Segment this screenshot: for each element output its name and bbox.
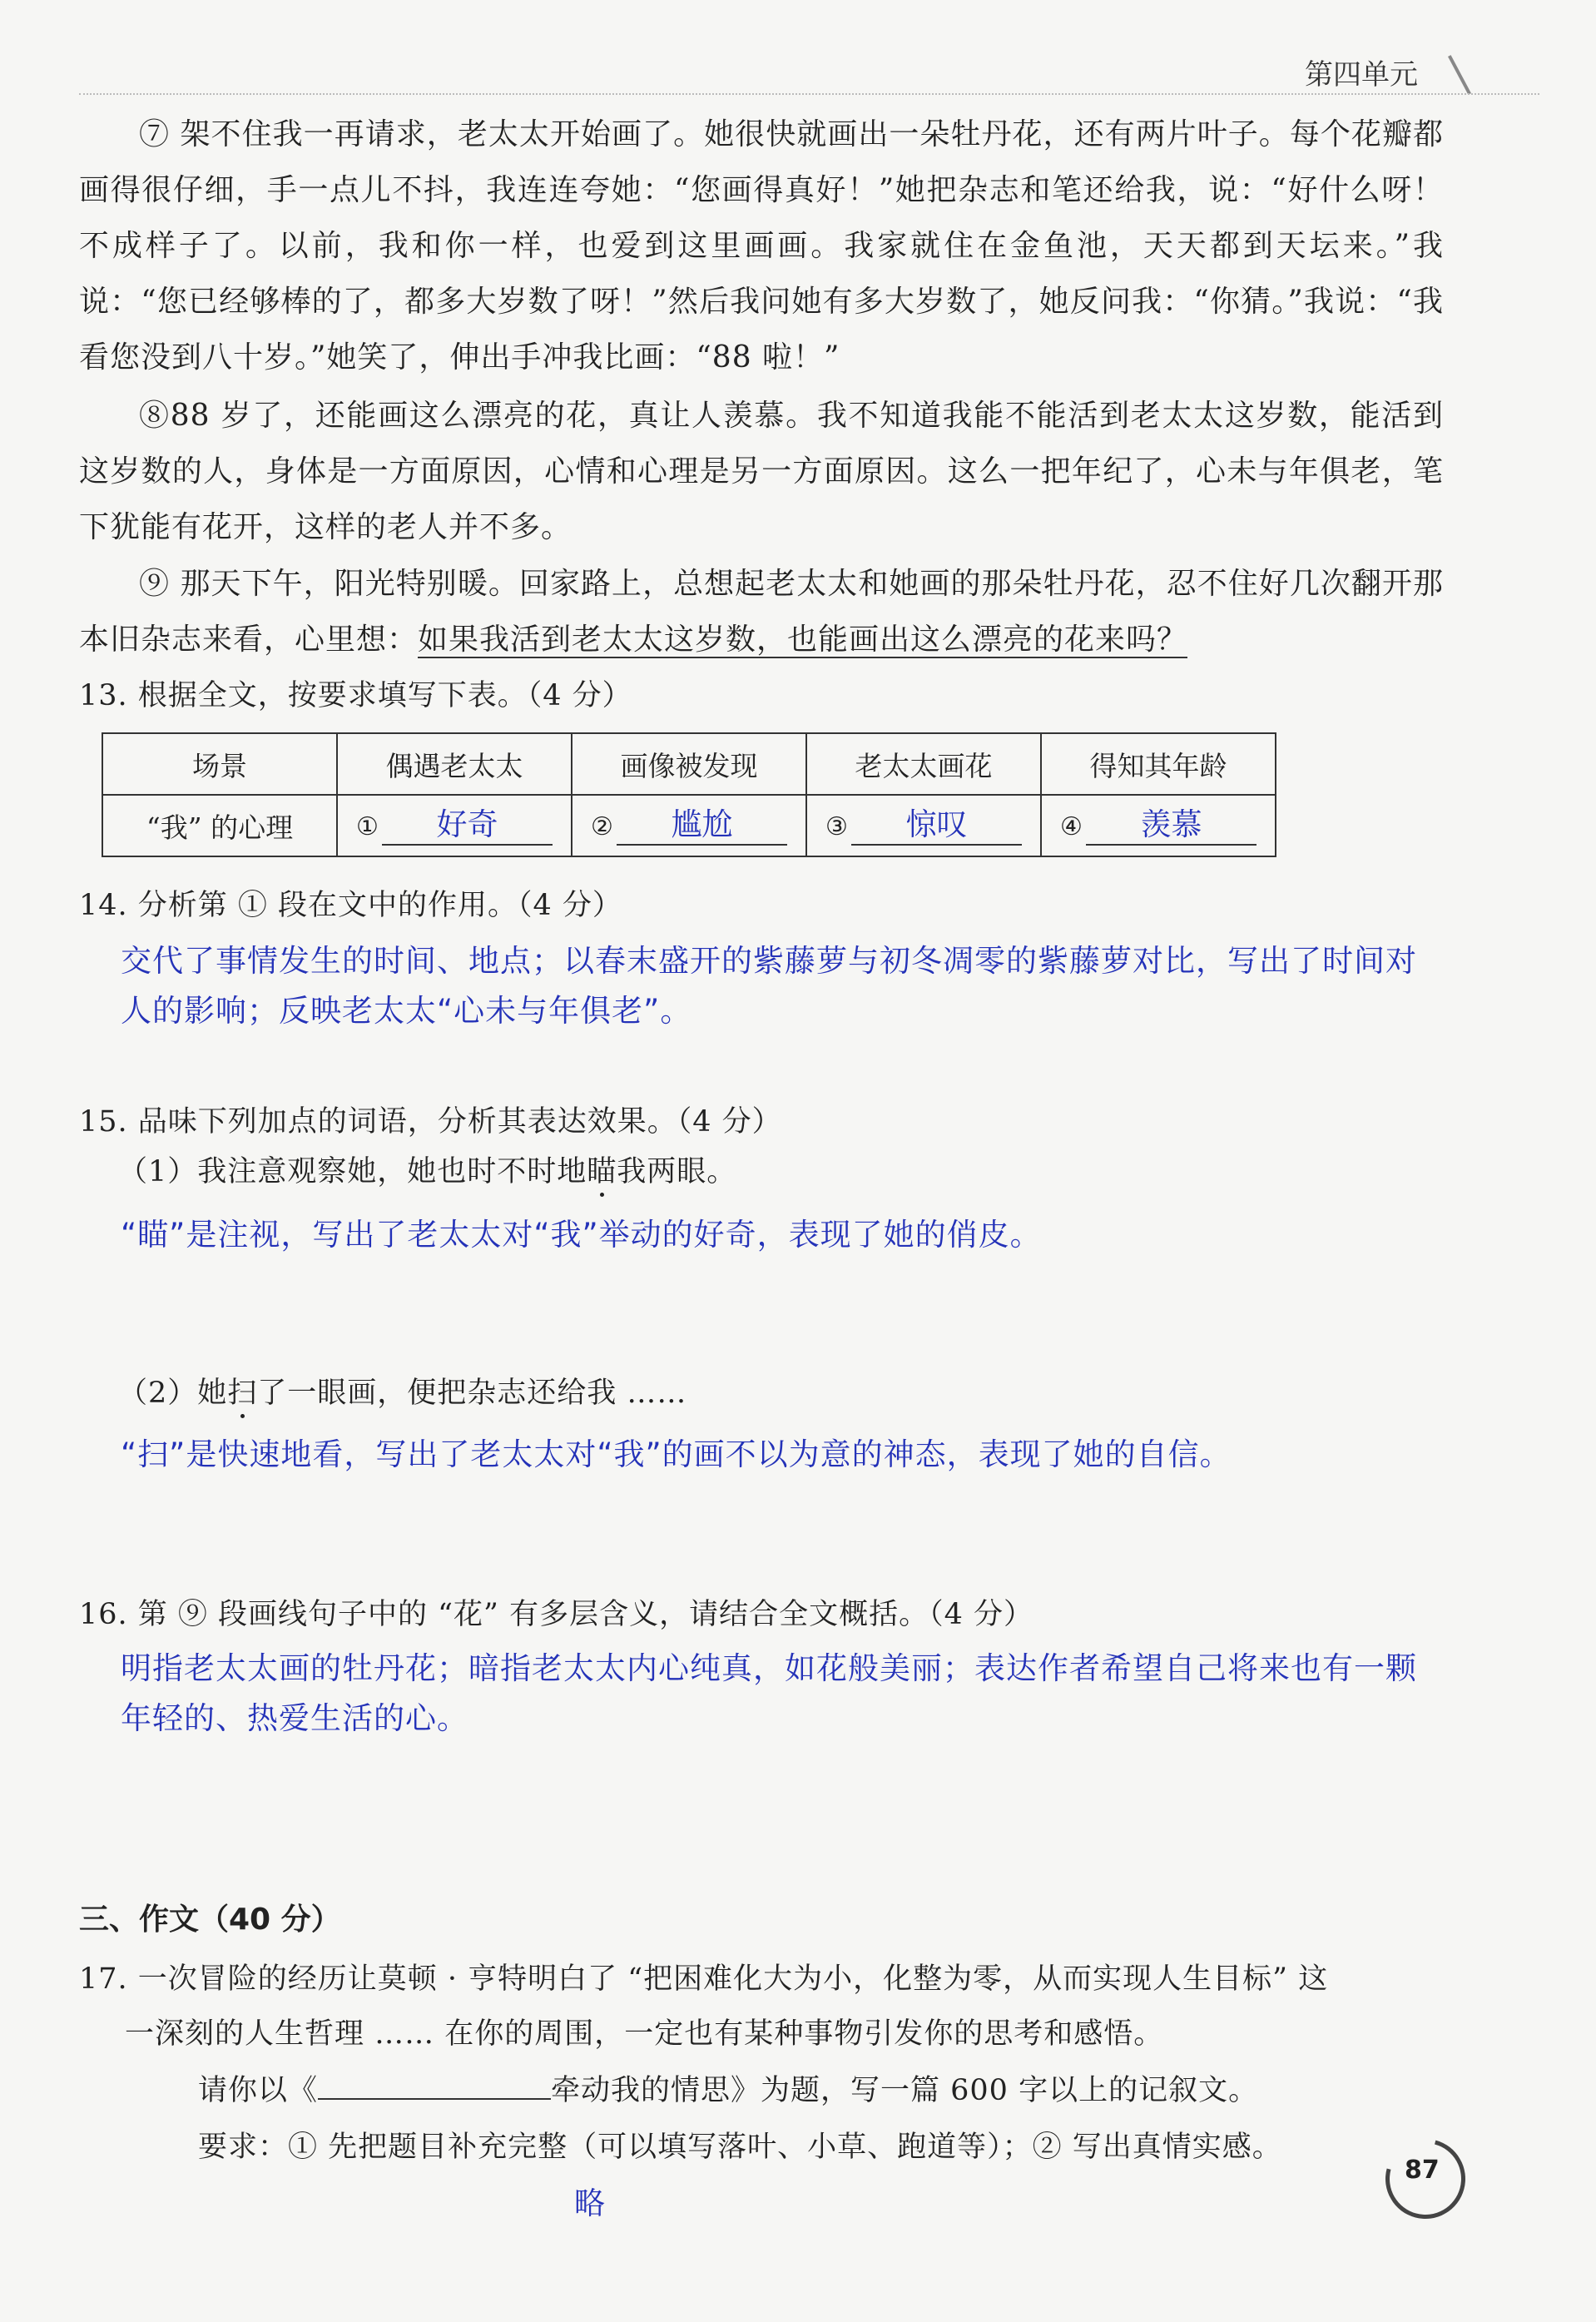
underlined-sentence: 如果我活到老太太这岁数，也能画出这么漂亮的花来吗？ [418, 623, 1188, 657]
sentence-text: （1）我注意观察她，她也时不时地 [118, 1155, 587, 1188]
sentence-text: 我两眼。 [617, 1155, 737, 1188]
question-15-prompt: 15. 品味下列加点的词语，分析其表达效果。（4 分） [79, 1105, 782, 1139]
section-3-title: 三、作文（40 分） [79, 1903, 341, 1937]
table-row-label: “我” 的心理 [102, 795, 337, 856]
question-16-prompt: 16. 第 ⑨ 段画线句子中的 “花” 有多层含义，请结合全文概括。（4 分） [79, 1598, 1033, 1631]
page-number: 87 [1405, 2156, 1440, 2185]
essay-requirements: 要求：① 先把题目补充完整（可以填写落叶、小草、跑道等）；② 写出真情实感。 [198, 2131, 1282, 2164]
table-row-label: 场景 [102, 733, 337, 795]
sentence-text: （2）她 [118, 1377, 228, 1410]
header-divider [79, 93, 1539, 95]
question-14-answer: 交代了事情发生的时间、地点；以春末盛开的紫藤萝与初冬凋零的紫藤萝对比，写出了时间对人的影响；反映老太太“心未与年俱老”。 [121, 943, 1417, 1029]
unit-header: 第四单元 [1305, 58, 1418, 92]
passage-paragraph-9 [79, 556, 1444, 667]
passage-paragraph-8: ⑧88 岁了，还能画这么漂亮的花，真让人羡慕。我不知道我能不能活到老太太这岁数，能活到这岁数的人，身体是一方面原因，心情和心理是另一方面原因。这么一把年纪了，心未与年俱老，笔下犹能有花开，这样的老人并不多。 [79, 399, 1444, 544]
answer-blank: 尴尬 [617, 806, 787, 846]
header-decoration [1448, 55, 1471, 95]
dotted-word: 扫 [227, 1370, 257, 1412]
question-15-sentence-1 [118, 1149, 736, 1190]
essay-instruction [198, 2067, 1258, 2109]
scene-cell: 画像被发现 [572, 733, 806, 795]
question-14-prompt: 14. 分析第 ① 段在文中的作用。（4 分） [79, 889, 622, 922]
table-row [102, 795, 1276, 856]
question-13-prompt: 13. 根据全文，按要求填写下表。（4 分） [79, 679, 632, 712]
question-16-answer: 明指老太太画的牡丹花；暗指老太太内心纯真，如花般美丽；表达作者希望自己将来也有一颗年轻的、热爱生活的心。 [121, 1650, 1417, 1736]
answer-number: ④ [1060, 812, 1083, 841]
answer-number: ② [591, 812, 613, 841]
question-15-answer-1: “瞄”是注视，写出了老太太对“我”举动的好奇，表现了她的俏皮。 [121, 1217, 1042, 1253]
answer-number: ① [356, 812, 379, 841]
answer-cell [337, 795, 572, 856]
question-15-sentence-2 [118, 1370, 686, 1412]
title-blank [318, 2070, 551, 2100]
answer-blank: 惊叹 [851, 806, 1022, 846]
paragraph-9-lead: ⑨ 那天下午，阳光特别暖。回家路上，总想起老太太和她画的那朵牡丹花，忍不住好几次翻开那本旧杂志来看，心里想： [79, 567, 1444, 657]
instruction-text: 牵动我的情思》为题，写一篇 600 字以上的记叙文。 [551, 2074, 1259, 2107]
answer-number: ③ [825, 812, 848, 841]
psychology-table [102, 732, 1276, 857]
question-17-line-1: 17. 一次冒险的经历让莫顿 · 亨特明白了 “把困难化大为小，化整为零，从而实现人生目标” 这 [79, 1962, 1329, 1996]
passage-paragraph-7: ⑦ 架不住我一再请求，老太太开始画了。她很快就画出一朵牡丹花，还有两片叶子。每个花瓣都画得很仔细，手一点儿不抖，我连连夸她：“您画得真好！”她把杂志和笔还给我，说：“好什么呀！不成样子了。以前，我和你一样，也爱到这里画画。我家就住在金鱼池，天天都到天坛来。”我说：“您已经够棒的了，都多大岁数了呀！”然后我问她有多大岁数了，她反问我：“你猜。”我说：“我看您没到八十岁。”她笑了，伸出手冲我比画：“88 啦！” [79, 117, 1444, 375]
answer-blank: 羡慕 [1086, 806, 1256, 846]
scene-cell: 老太太画花 [806, 733, 1041, 795]
answer-cell [1041, 795, 1276, 856]
answer-cell [806, 795, 1041, 856]
scene-cell: 偶遇老太太 [337, 733, 572, 795]
answer-cell [572, 795, 806, 856]
essay-answer: 略 [574, 2186, 606, 2221]
table-row [102, 733, 1276, 795]
sentence-text: 了一眼画，便把杂志还给我 …… [257, 1377, 687, 1410]
dotted-word: 瞄 [587, 1149, 617, 1190]
scene-cell: 得知其年龄 [1041, 733, 1276, 795]
answer-blank: 好奇 [382, 806, 553, 846]
question-17-line-2: 一深刻的人生哲理 …… 在你的周围，一定也有某种事物引发你的思考和感悟。 [125, 2017, 1164, 2051]
question-15-answer-2: “扫”是快速地看，写出了老太太对“我”的画不以为意的神态，表现了她的自信。 [121, 1436, 1232, 1472]
instruction-text: 请你以《 [198, 2074, 319, 2107]
